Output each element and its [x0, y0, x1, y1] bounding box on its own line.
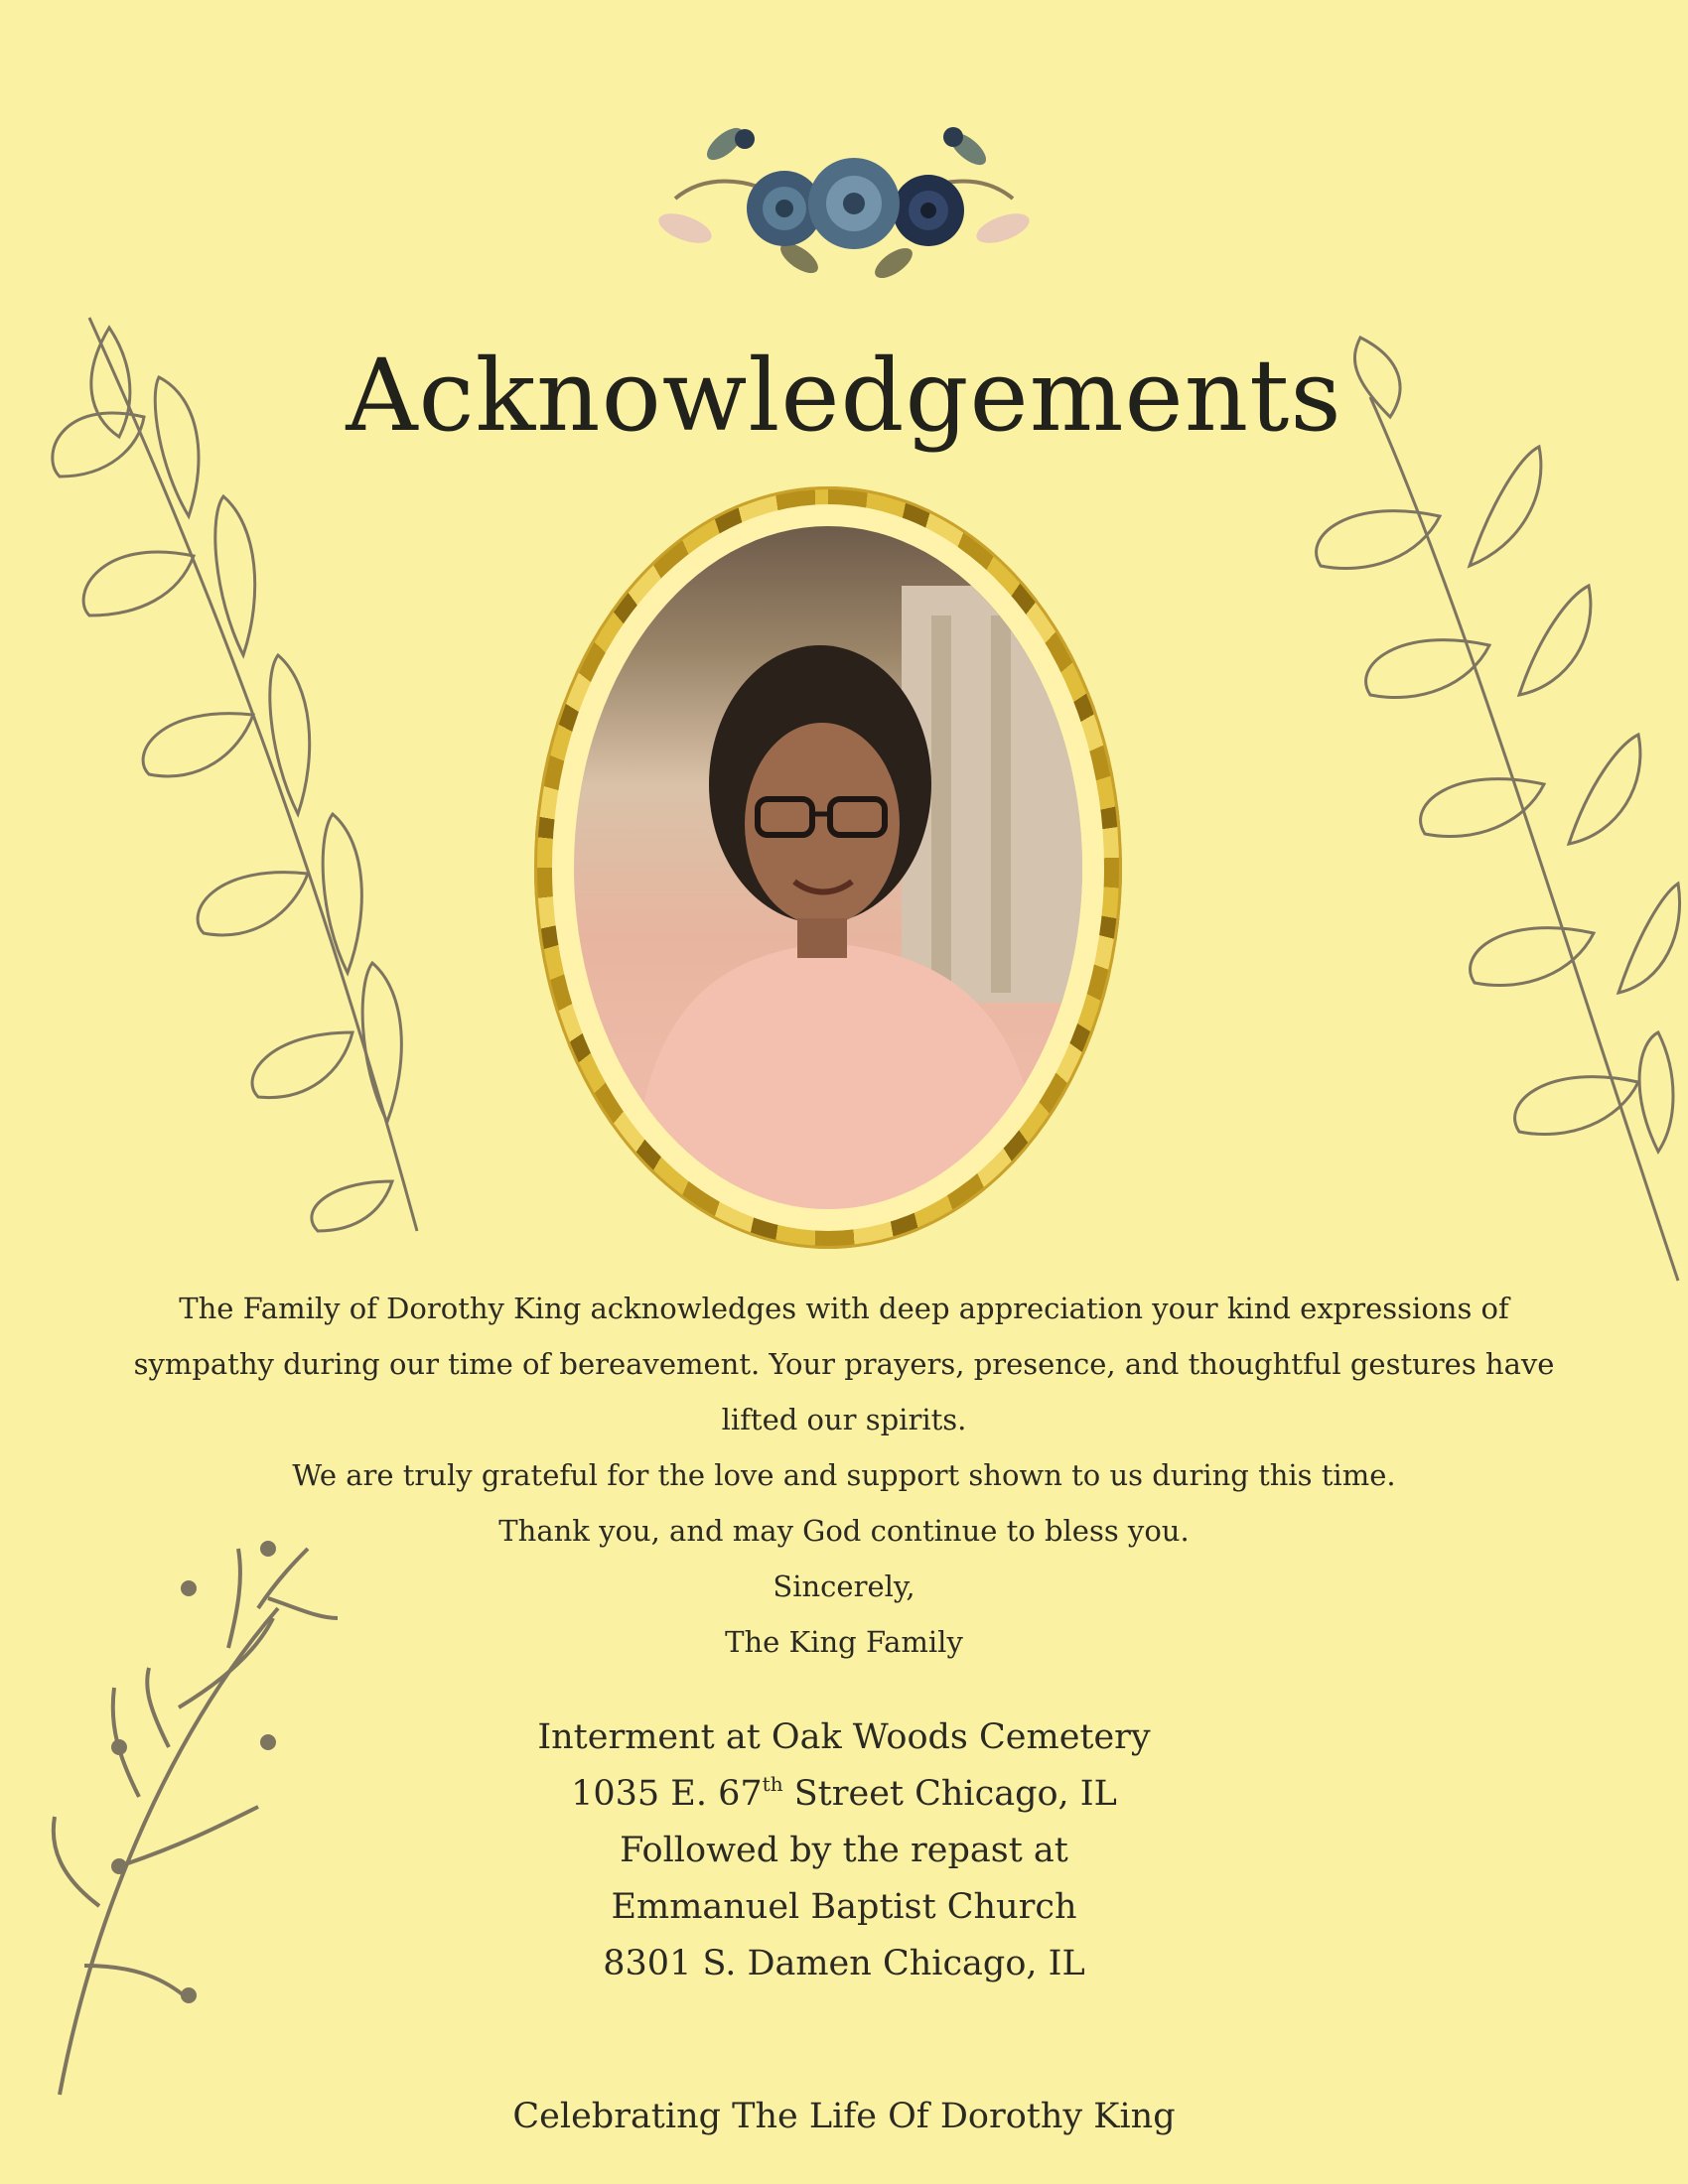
church-address: 8301 S. Damen Chicago, IL: [603, 1944, 1085, 1983]
page-title: Acknowledgements: [346, 338, 1342, 454]
signature: The King Family: [725, 1625, 963, 1659]
repast-line: Followed by the repast at: [620, 1831, 1068, 1870]
interment-details: [0, 1709, 1688, 1992]
leaf-branch-icon: [53, 318, 417, 1231]
message-paragraph: The Family of Dorothy King acknowledges with deep appreciation your kind expressions of sympathy during our time of bereavement. Your prayers, presence, and thoughtful gestures have lifted our spirits.: [133, 1292, 1555, 1436]
portrait-frame: [534, 486, 1122, 1249]
flower-bouquet-icon: [655, 122, 1034, 284]
acknowledgement-message: [109, 1281, 1579, 1670]
portrait-photo: [574, 526, 1082, 1209]
message-line: We are truly grateful for the love and support shown to us during this time.: [292, 1458, 1396, 1492]
portrait-illustration: [574, 526, 1082, 1209]
portrait-mat: [552, 504, 1104, 1231]
message-line: Thank you, and may God continue to bless you.: [498, 1514, 1190, 1548]
address-number: 1035 E. 67: [571, 1774, 763, 1814]
address-rest: Street Chicago, IL: [782, 1774, 1117, 1814]
interment-line: Interment at Oak Woods Cemetery: [537, 1717, 1151, 1757]
church-name: Emmanuel Baptist Church: [611, 1887, 1077, 1927]
closing: Sincerely,: [773, 1570, 915, 1603]
footer-text: Celebrating The Life Of Dorothy King: [512, 2097, 1176, 2136]
address-suffix: th: [762, 1772, 783, 1796]
cemetery-address: [0, 1766, 1688, 1823]
leaf-branch-icon: [1317, 338, 1680, 1281]
